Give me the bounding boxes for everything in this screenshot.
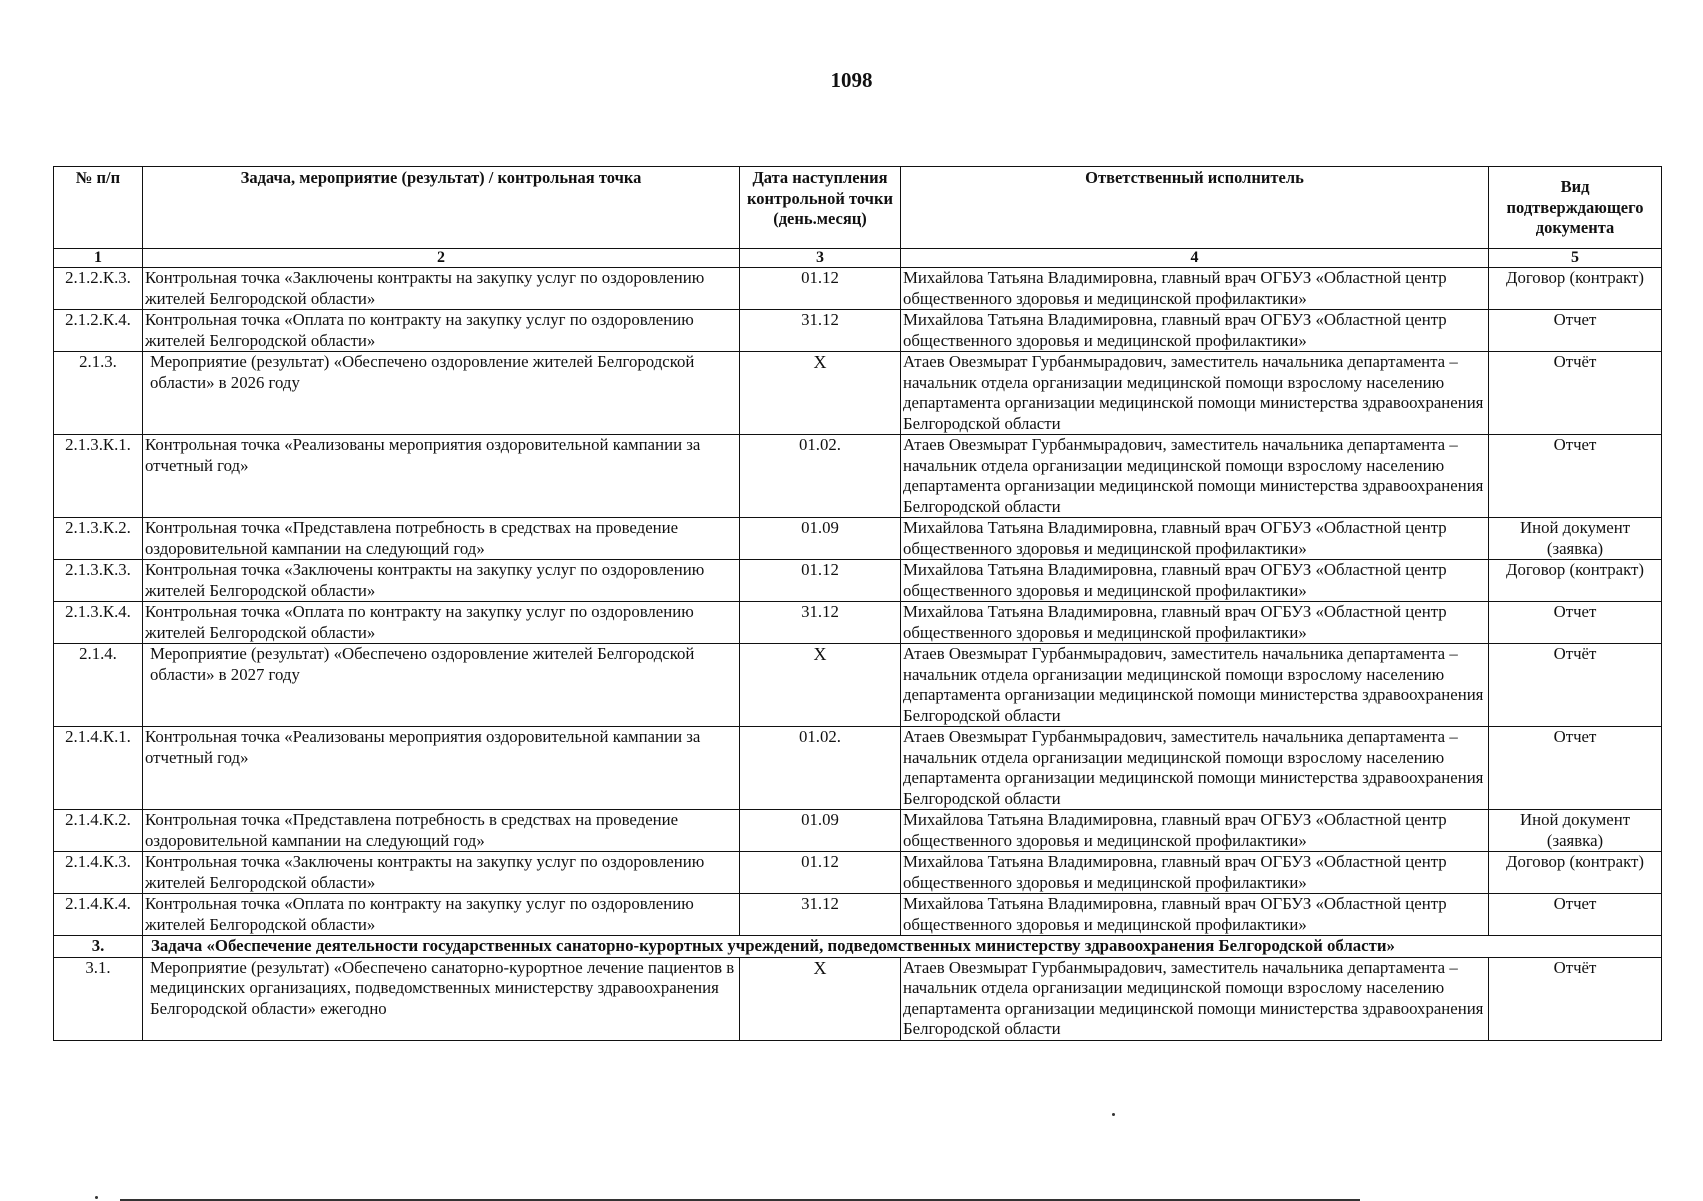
column-number-row: [54, 249, 1662, 268]
row-task: Контрольная точка «Представлена потребность в средствах на проведение оздоровительной кампании на следующий год»: [143, 810, 740, 852]
row-responsible: Атаев Овезмырат Гурбанмырадович, заместитель начальника департамента – начальник отдела организации медицинской помощи взрослому населению департамента организации медицинской помощи министерства здравоохранения Белгородской области: [901, 435, 1489, 518]
column-number: 1: [54, 249, 143, 268]
row-date: X: [740, 644, 901, 727]
row-responsible: Михайлова Татьяна Владимировна, главный врач ОГБУЗ «Областной центр общественного здоровья и медицинской профилактики»: [901, 810, 1489, 852]
row-task: Мероприятие (результат) «Обеспечено санаторно-курортное лечение пациентов в медицинских организациях, подведомственных министерству здравоохранения Белгородской области» ежегодно: [143, 957, 740, 1040]
row-responsible: Михайлова Татьяна Владимировна, главный врач ОГБУЗ «Областной центр общественного здоровья и медицинской профилактики»: [901, 518, 1489, 560]
row-task: Контрольная точка «Реализованы мероприятия оздоровительной кампании за отчетный год»: [143, 435, 740, 518]
row-number: 2.1.3.К.3.: [54, 560, 143, 602]
row-responsible: Михайлова Татьяна Владимировна, главный врач ОГБУЗ «Областной центр общественного здоровья и медицинской профилактики»: [901, 310, 1489, 352]
row-task: Мероприятие (результат) «Обеспечено оздоровление жителей Белгородской области» в 2026 году: [143, 352, 740, 435]
row-number: 2.1.3.: [54, 352, 143, 435]
row-document-type: Договор (контракт): [1489, 560, 1662, 602]
row-document-type: Отчет: [1489, 602, 1662, 644]
header-date: Дата наступления контрольной точки (день.месяц): [740, 167, 901, 249]
row-date: 01.02.: [740, 435, 901, 518]
page-number: 1098: [830, 68, 873, 92]
row-number: 2.1.4.К.3.: [54, 852, 143, 894]
table-row: [54, 727, 1662, 810]
row-date: 01.12: [740, 560, 901, 602]
column-number: 3: [740, 249, 901, 268]
column-number: 5: [1489, 249, 1662, 268]
row-date: 31.12: [740, 602, 901, 644]
table-row: [54, 560, 1662, 602]
row-responsible: Атаев Овезмырат Гурбанмырадович, заместитель начальника департамента – начальник отдела организации медицинской помощи взрослому населению департамента организации медицинской помощи министерства здравоохранения Белгородской области: [901, 727, 1489, 810]
row-date: 31.12: [740, 310, 901, 352]
header-document-type: Вид подтверждающего документа: [1489, 167, 1662, 249]
row-responsible: Михайлова Татьяна Владимировна, главный врач ОГБУЗ «Областной центр общественного здоровья и медицинской профилактики»: [901, 602, 1489, 644]
row-date: 01.09: [740, 810, 901, 852]
row-responsible: Михайлова Татьяна Владимировна, главный врач ОГБУЗ «Областной центр общественного здоровья и медицинской профилактики»: [901, 894, 1489, 936]
row-responsible: Михайлова Татьяна Владимировна, главный врач ОГБУЗ «Областной центр общественного здоровья и медицинской профилактики»: [901, 560, 1489, 602]
header-task: Задача, мероприятие (результат) / контрольная точка: [143, 167, 740, 249]
row-number: 2.1.2.К.4.: [54, 310, 143, 352]
row-document-type: Договор (контракт): [1489, 268, 1662, 310]
table-row: [54, 957, 1662, 1040]
header-number: № п/п: [54, 167, 143, 249]
row-date: 01.09: [740, 518, 901, 560]
row-document-type: Отчёт: [1489, 644, 1662, 727]
row-responsible: Атаев Овезмырат Гурбанмырадович, заместитель начальника департамента – начальник отдела организации медицинской помощи взрослому населению департамента организации медицинской помощи министерства здравоохранения Белгородской области: [901, 644, 1489, 727]
row-task: Контрольная точка «Оплата по контракту на закупку услуг по оздоровлению жителей Белгородской области»: [143, 602, 740, 644]
row-number: 3.1.: [54, 957, 143, 1040]
row-task: Контрольная точка «Оплата по контракту на закупку услуг по оздоровлению жителей Белгородской области»: [143, 310, 740, 352]
column-number: 4: [901, 249, 1489, 268]
row-number: 2.1.3.К.1.: [54, 435, 143, 518]
row-number: 2.1.2.К.3.: [54, 268, 143, 310]
row-document-type: Отчет: [1489, 435, 1662, 518]
table-row: [54, 644, 1662, 727]
row-document-type: Отчет: [1489, 727, 1662, 810]
section-number: 3.: [54, 936, 143, 958]
row-date: X: [740, 957, 901, 1040]
row-task: Контрольная точка «Заключены контракты на закупку услуг по оздоровлению жителей Белгородской области»: [143, 852, 740, 894]
row-number: 2.1.4.: [54, 644, 143, 727]
row-number: 2.1.4.К.4.: [54, 894, 143, 936]
row-date: 01.12: [740, 268, 901, 310]
table-row: [54, 810, 1662, 852]
row-date: X: [740, 352, 901, 435]
row-number: 2.1.3.К.4.: [54, 602, 143, 644]
row-date: 01.12: [740, 852, 901, 894]
row-task: Мероприятие (результат) «Обеспечено оздоровление жителей Белгородской области» в 2027 году: [143, 644, 740, 727]
row-task: Контрольная точка «Реализованы мероприятия оздоровительной кампании за отчетный год»: [143, 727, 740, 810]
table-header-row: [54, 167, 1662, 249]
row-responsible: Михайлова Татьяна Владимировна, главный врач ОГБУЗ «Областной центр общественного здоровья и медицинской профилактики»: [901, 852, 1489, 894]
row-task: Контрольная точка «Оплата по контракту на закупку услуг по оздоровлению жителей Белгородской области»: [143, 894, 740, 936]
row-document-type: Отчет: [1489, 310, 1662, 352]
row-responsible: Атаев Овезмырат Гурбанмырадович, заместитель начальника департамента – начальник отдела организации медицинской помощи взрослому населению департамента организации медицинской помощи министерства здравоохранения Белгородской области: [901, 957, 1489, 1040]
row-document-type: Отчёт: [1489, 352, 1662, 435]
row-document-type: Договор (контракт): [1489, 852, 1662, 894]
scan-artifact-speck: [1112, 1113, 1115, 1116]
table-row: [54, 894, 1662, 936]
scan-artifact-speck: [95, 1196, 98, 1199]
row-responsible: Атаев Овезмырат Гурбанмырадович, заместитель начальника департамента – начальник отдела организации медицинской помощи взрослому населению департамента организации медицинской помощи министерства здравоохранения Белгородской области: [901, 352, 1489, 435]
table-row: [54, 268, 1662, 310]
control-points-table: [53, 166, 1662, 1041]
row-date: 31.12: [740, 894, 901, 936]
row-responsible: Михайлова Татьяна Владимировна, главный врач ОГБУЗ «Областной центр общественного здоровья и медицинской профилактики»: [901, 268, 1489, 310]
row-document-type: Отчёт: [1489, 957, 1662, 1040]
row-number: 2.1.4.К.1.: [54, 727, 143, 810]
row-date: 01.02.: [740, 727, 901, 810]
table-row: [54, 852, 1662, 894]
column-number: 2: [143, 249, 740, 268]
section-title: Задача «Обеспечение деятельности государственных санаторно-курортных учреждений, подведомственных министерству здравоохранения Белгородской области»: [143, 936, 1662, 958]
row-number: 2.1.3.К.2.: [54, 518, 143, 560]
row-document-type: Иной документ (заявка): [1489, 518, 1662, 560]
table-row: [54, 602, 1662, 644]
table-row: [54, 352, 1662, 435]
row-document-type: Иной документ (заявка): [1489, 810, 1662, 852]
table-row: [54, 435, 1662, 518]
table-row: [54, 518, 1662, 560]
row-number: 2.1.4.К.2.: [54, 810, 143, 852]
row-document-type: Отчет: [1489, 894, 1662, 936]
row-task: Контрольная точка «Представлена потребность в средствах на проведение оздоровительной кампании на следующий год»: [143, 518, 740, 560]
section-row: [54, 936, 1662, 958]
row-task: Контрольная точка «Заключены контракты на закупку услуг по оздоровлению жителей Белгородской области»: [143, 560, 740, 602]
table-row: [54, 310, 1662, 352]
header-responsible: Ответственный исполнитель: [901, 167, 1489, 249]
row-task: Контрольная точка «Заключены контракты на закупку услуг по оздоровлению жителей Белгородской области»: [143, 268, 740, 310]
